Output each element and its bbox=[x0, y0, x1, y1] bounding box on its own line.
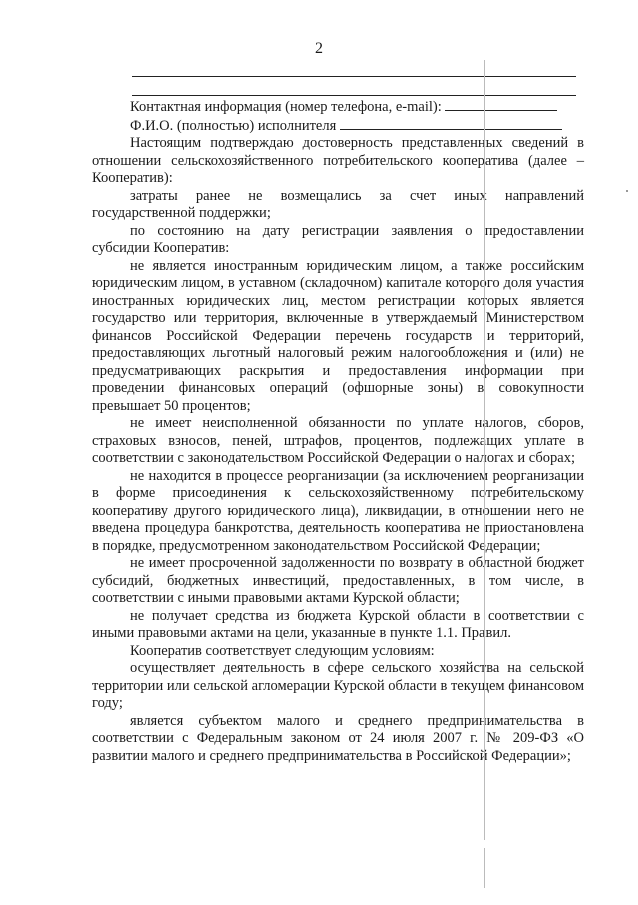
paragraph-sme-status: является субъектом малого и среднего предпринимательства в соответствии с Федеральным законом от 24 июля 2007 г. № 209-ФЗ «О развитии малого и среднего предпринимательства в Российской Федерации»; bbox=[92, 712, 584, 764]
paragraph-confirmation: Настоящим подтверждаю достоверность представленных сведений в отношении сельскохозяйственного потребительского кооператива (далее – Кооператив): bbox=[92, 135, 584, 186]
paragraph-registration-date: по состоянию на дату регистрации заявления о предоставлении субсидии Кооператив: bbox=[92, 222, 584, 256]
blank-line-2 bbox=[132, 95, 576, 96]
contact-info-field[interactable] bbox=[445, 98, 557, 111]
paragraph-agriculture-activity: осуществляет деятельность в сфере сельского хозяйства на сельской территории или сельской агломерации Курской области в текущем финансовом году; bbox=[92, 660, 584, 711]
scan-speck bbox=[626, 190, 628, 192]
document-body bbox=[92, 98, 584, 765]
paragraph-conditions: Кооператив соответствует следующим условиям: bbox=[130, 642, 435, 659]
contact-info-label: Контактная информация (номер телефона, e-mail): bbox=[130, 99, 442, 115]
paragraph-no-other-funds: не получает средства из бюджета Курской области в соответствии с иными правовыми актами на цели, указанные в пункте 1.1. Правил. bbox=[92, 607, 584, 641]
scan-fold-mark bbox=[484, 60, 485, 840]
fio-label: Ф.И.О. (полностью) исполнителя bbox=[130, 117, 337, 134]
fio-field[interactable] bbox=[340, 117, 562, 130]
scan-fold-mark-lower bbox=[484, 848, 485, 888]
paragraph-not-foreign: не является иностранным юридическим лицом, а также российским юридическим лицом, в уставном (складочном) капитале которого доля участия иностранных юридических лиц, местом регистрации которых является государство или территория, включенные в утверждаемый Министерством финансов Российской Федерации перечень государств и территорий, предоставляющих льготный налоговый режим налогообложения и (или) не предусматривающих раскрытия и предоставления информации при проведении финансовых операций (офшорные зоны) в совокупности превышает 50 процентов; bbox=[92, 257, 584, 414]
blank-line-1 bbox=[132, 76, 576, 77]
paragraph-no-reorganization: не находится в процессе реорганизации (за исключением реорганизации в форме присоединения к сельскохозяйственному потребительскому кооперативу другого юридического лица), ликвидации, в отношении него не введена процедура банкротства, деятельность кооператива не приостановлена в порядке, предусмотренном законодательством Российской Федерации; bbox=[92, 467, 584, 554]
paragraph-no-tax-debt: не имеет неисполненной обязанности по уплате налогов, сборов, страховых взносов, пеней, штрафов, процентов, подлежащих уплате в соответствии с законодательством Российской Федерации о налогах и сборах; bbox=[92, 415, 584, 466]
paragraph-no-overdue-debt: не имеет просроченной задолженности по возврату в областной бюджет субсидий, бюджетных инвестиций, предоставленных, в том числе, в соответствии с иными правовыми актами Курской области; bbox=[92, 555, 584, 606]
fio-row bbox=[92, 117, 584, 136]
page-number: 2 bbox=[315, 40, 323, 57]
paragraph-costs: затраты ранее не возмещались за счет иных направлений государственной поддержки; bbox=[92, 187, 584, 221]
contact-info-row bbox=[92, 98, 584, 117]
